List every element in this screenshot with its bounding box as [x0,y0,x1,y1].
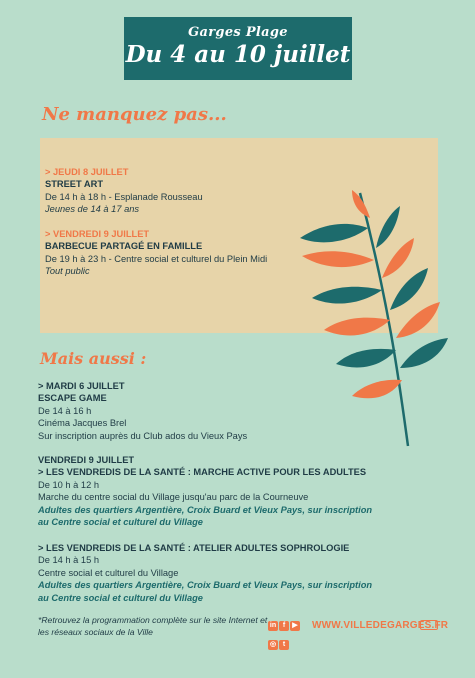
linkedin-icon[interactable]: in [269,622,277,629]
event-title: BARBECUE PARTAGÉ EN FAMILLE [45,241,203,252]
highlight-street-art [45,166,203,216]
event-title: ESCAPE GAME [38,393,107,404]
event-title: > LES VENDREDIS DE LA SANTÉ : MARCHE ACTIVE POUR LES ADULTES [38,467,367,478]
event-audience: Adultes des quartiers Argentière, Croix Buard et Vieux Pays, sur inscription [38,580,373,591]
header-subtitle: Garges Plage [188,25,288,40]
event-place: Marche du centre social du Village jusqu'au parc de la Courneuve [38,492,309,503]
event-marche-active [38,454,372,528]
event-audience: Adultes des quartiers Argentière, Croix Buard et Vieux Pays, sur inscription [38,504,373,515]
event-audience: Jeunes de 14 à 17 ans [45,204,140,215]
event-audience: au Centre social et culturel du Village [38,592,203,603]
event-title: > LES VENDREDIS DE LA SANTÉ : ATELIER ADULTES SOPHROLOGIE [38,543,350,553]
event-info: De 14 h à 18 h - Esplanade Rousseau [45,191,203,202]
event-info: De 19 h à 23 h - Centre social et culturel du Plein Midi [45,253,268,264]
highlight-barbecue [45,228,267,278]
event-time: De 14 à 16 h [38,405,92,416]
event-date: > VENDREDI 9 JUILLET [45,229,150,239]
facebook-icon[interactable]: f [279,621,289,631]
event-escape-game [38,380,247,442]
section-title-more: Mais aussi : [40,349,147,368]
header-dates: Du 4 au 10 juillet [125,41,351,68]
youtube-icon[interactable]: ▶ [290,621,300,631]
event-sophrologie [38,542,372,604]
social-icons [268,614,312,652]
event-audience: Tout public [45,266,90,277]
event-date: > JEUDI 8 JUILLET [45,167,129,177]
website-link[interactable]: WWW.VILLEDEGARGES.FR [312,620,449,631]
event-date: > MARDI 6 JUILLET [38,381,125,391]
event-audience: au Centre social et culturel du Village [38,517,203,528]
event-registration: Sur inscription auprès du Club ados du Vieux Pays [38,430,248,441]
event-place: Cinéma Jacques Brel [38,418,127,429]
bus-icon [420,620,438,630]
event-place: Centre social et culturel du Village [38,567,179,578]
event-title: STREET ART [45,179,104,190]
event-time: De 14 h à 15 h [38,555,99,566]
instagram-icon[interactable]: ◎ [269,641,277,648]
event-time: De 10 h à 12 h [38,479,99,490]
section-title-highlights: Ne manquez pas... [42,104,227,125]
event-date: VENDREDI 9 JUILLET [38,455,135,465]
footer-note: *Retrouvez la programmation complète sur le site Internet et les réseaux sociaux de la Ville [38,615,268,637]
header-banner [124,17,352,80]
twitter-icon[interactable]: t [279,640,289,650]
leaf-illustration [290,188,470,448]
